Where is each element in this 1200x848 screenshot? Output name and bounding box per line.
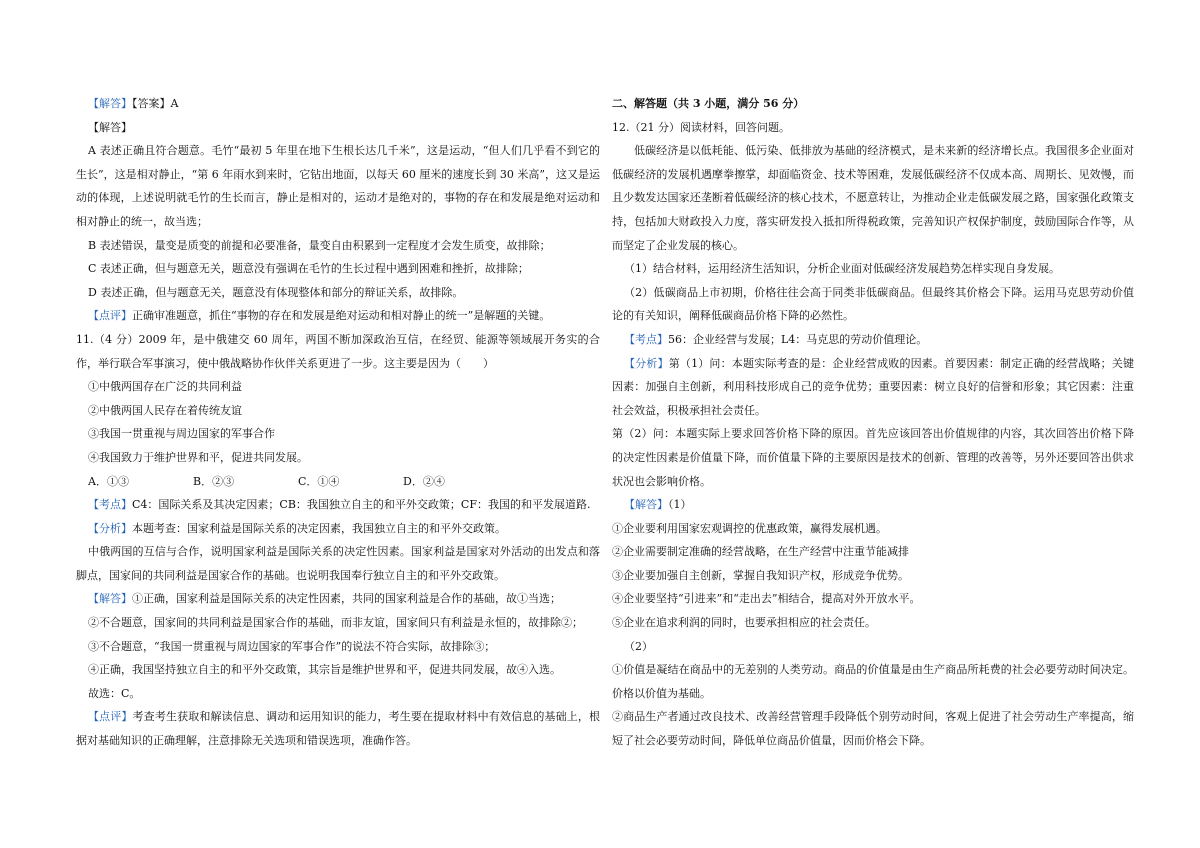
q11-jieda-3: ③不合题意，“我国一贯重视与周边国家的军事合作”的说法不符合实际，故排除③； (88, 639, 496, 653)
q11-fenxi (76, 517, 600, 541)
q11-item-3: ③我国一贯重视与周边国家的军事合作 (88, 427, 275, 441)
q12-sub1: （1）结合材料，运用经济生活知识，分析企业面对低碳经济发展趋势怎样实现自身发展。 (624, 262, 1060, 276)
q10-para-b: B 表述错误，量变是质变的前提和必要准备，量变自由积累到一定程度才会发生质变，故排除； (88, 238, 551, 252)
q12-answer-4: ④企业要坚持“引进来”和“走出去”相结合，提高对外开放水平。 (612, 592, 921, 606)
q11-jieda-5: 故选：C。 (88, 686, 141, 700)
q12-sub2: （2）低碳商品上市初期，价格往往会高于同类非低碳商品。但最终其价格会下降。运用马克思劳动价值论的有关知识，阐释低碳商品价格下降的必然性。 (612, 285, 1134, 323)
q12-jieda (612, 493, 1134, 517)
right-column (612, 92, 1134, 753)
q12-fenxi (612, 352, 1134, 423)
fenxi-tag: 【分析】 (88, 521, 132, 535)
q12-kaodian (612, 328, 1134, 352)
jieda-tag: 【解答】 (624, 498, 668, 512)
fenxi-tag: 【分析】 (624, 356, 669, 370)
q12-part2-2: ②商品生产者通过改良技术、改善经营管理手段降低个别劳动时间，客观上促进了社会劳动生产率提高，缩短了社会必要劳动时间，降低单位商品价值量，因而价格会下降。 (612, 710, 1134, 748)
q11-item-1: ①中俄两国存在广泛的共同利益 (88, 380, 242, 394)
answer-head: 【答案】A (132, 97, 179, 110)
q11-jieda-2: ②不合题意，国家间的共同利益是国家合作的基础，而非友谊，国家间只有利益是永恒的，故排除②； (88, 616, 583, 630)
q10-para-a: A 表述正确且符合题意。毛竹“最初 5 年里在地下生根长达几千米”，这是运动，“但人们几乎看不到它的生长”，这是相对静止，“第 6 年雨水到来时，它钻出地面，以每天 60 厘米的速度长到 30 米高”，这又是运动的体现，上述说明就毛竹的生长而言，静止是相对的，运动才是绝对的，事物的存在和发展是绝对运动和相对静止的统一，故当选； (76, 144, 600, 228)
q10-comment (76, 304, 600, 328)
q11-fenxi-2: 中俄两国的互信与合作，说明国家利益是国际关系的决定性因素。国家利益是国家对外活动的出发点和落脚点，国家间的共同利益是国家合作的基础。也说明我国奉行独立自主的和平外交政策。 (76, 545, 600, 582)
q10-jieda-label: 【解答】 (88, 120, 132, 134)
answer-tag: 【解答】 (88, 97, 132, 110)
option-c: C．①④ (298, 474, 340, 488)
jieda-head: （1） (668, 498, 692, 512)
q12-part2-1: ①价值是凝结在商品中的无差别的人类劳动。商品的价值量是由生产商品所耗费的社会必要劳动时间决定。价格以价值为基础。 (612, 663, 1134, 700)
kaodian-text: C4：国际关系及其决定因素；CB：我国独立自主的和平外交政策；CF：我国的和平发展道路. (132, 498, 591, 512)
option-a: A．①③ (88, 474, 129, 488)
section-title: 二、解答题（共 3 小题，满分 56 分） (612, 97, 805, 110)
q12-answer-5: ⑤企业在追求利润的同时，也要承担相应的社会责任。 (612, 616, 876, 630)
jieda-text-1: ①正确，国家利益是国际关系的决定性因素，共同的国家利益是合作的基础，故①当选； (132, 592, 561, 606)
fenxi-text: 第（1）问：本题实际考查的是：企业经营成败的因素。首要因素：制定正确的经营战略；关键因素：加强自主创新，利用科技形成自己的竞争优势；重要因素：树立良好的信誉和形象；其它因素：注重社会效益，积极承担社会责任。 (612, 356, 1135, 417)
dianping-text: 考查考生获取和解读信息、调动和运用知识的能力，考生要在提取材料中有效信息的基础上，根据对基础知识的正确理解，注意排除无关选项和错误选项，准确作答。 (76, 710, 601, 748)
q11-jieda-4: ④正确，我国坚持独立自主的和平外交政策，其宗旨是维护世界和平，促进共同发展，故④入选。 (88, 663, 561, 677)
q11-dianping (76, 705, 600, 752)
q12-fenxi-2: 第（2）问：本题实际上要求回答价格下降的原因。首先应该回答出价值规律的内容，其次回答出价格下降的决定性因素是价值量下降，而价值量下降的主要原因是技术的创新、管理的改善等，另外还要回答出供求状况也会影响价格。 (612, 427, 1134, 488)
q11-options (76, 470, 600, 494)
kaodian-text: 56：企业经营与发展；L4：马克思的劳动价值理论。 (668, 332, 928, 346)
q10-answer-line (76, 92, 600, 116)
left-column (76, 92, 600, 753)
option-d: D．②④ (403, 474, 445, 488)
q10-para-d: D 表述正确，但与题意无关，题意没有体现整体和部分的辩证关系，故排除。 (88, 285, 464, 299)
q10-para-c: C 表述正确，但与题意无关，题意没有强调在毛竹的生长过程中遇到困难和挫折，故排除； (88, 262, 529, 276)
jieda-tag: 【解答】 (88, 592, 132, 606)
q11-kaodian (76, 493, 600, 517)
comment-text: 正确审准题意，抓住“事物的存在和发展是绝对运动和相对静止的统一”是解题的关键。 (132, 309, 551, 323)
q11-jieda-1 (76, 587, 600, 611)
option-b: B．②③ (193, 474, 235, 488)
q11-item-2: ②中俄两国人民存在着传统友谊 (88, 403, 242, 417)
kaodian-tag: 【考点】 (624, 332, 668, 346)
dianping-tag: 【点评】 (88, 710, 133, 724)
q12-part2-head: （2） (624, 639, 653, 653)
q12-stem: 12.（21 分）阅读材料，回答问题。 (612, 120, 790, 134)
q12-answer-3: ③企业要加强自主创新，掌握自我知识产权，形成竞争优势。 (612, 568, 909, 582)
q11-stem: 11.（4 分）2009 年，是中俄建交 60 周年，两国不断加深政治互信，在经贸、能源等领域展开务实的合作，举行联合军事演习，使中俄战略协作伙伴关系更进了一步。这主要是因为（ ） (76, 332, 600, 370)
q12-material: 低碳经济是以低耗能、低污染、低排放为基础的经济模式，是未来新的经济增长点。我国很多企业面对低碳经济的发展机遇摩拳擦掌，却面临资金、技术等困难，发展低碳经济不仅成本高、周期长、见效慢，而且少数发达国家还垄断着低碳经济的核心技术，不愿意转让，为推动企业走低碳发展之路，国家强化政策支持，包括加大财政投入力度，落实研发投入抵扣所得税政策，完善知识产权保护制度，鼓励国际合作等，从而坚定了企业发展的核心。 (612, 144, 1134, 252)
comment-tag: 【点评】 (88, 309, 132, 323)
kaodian-tag: 【考点】 (88, 498, 132, 512)
q12-answer-2: ②企业需要制定准确的经营战略，在生产经营中注重节能减排 (612, 545, 909, 559)
q12-answer-1: ①企业要利用国家宏观调控的优惠政策，赢得发展机遇。 (612, 521, 887, 535)
q11-item-4: ④我国致力于维护世界和平，促进共同发展。 (88, 450, 308, 464)
fenxi-text: 本题考查：国家利益是国际关系的决定因素，我国独立自主的和平外交政策。 (132, 521, 506, 535)
